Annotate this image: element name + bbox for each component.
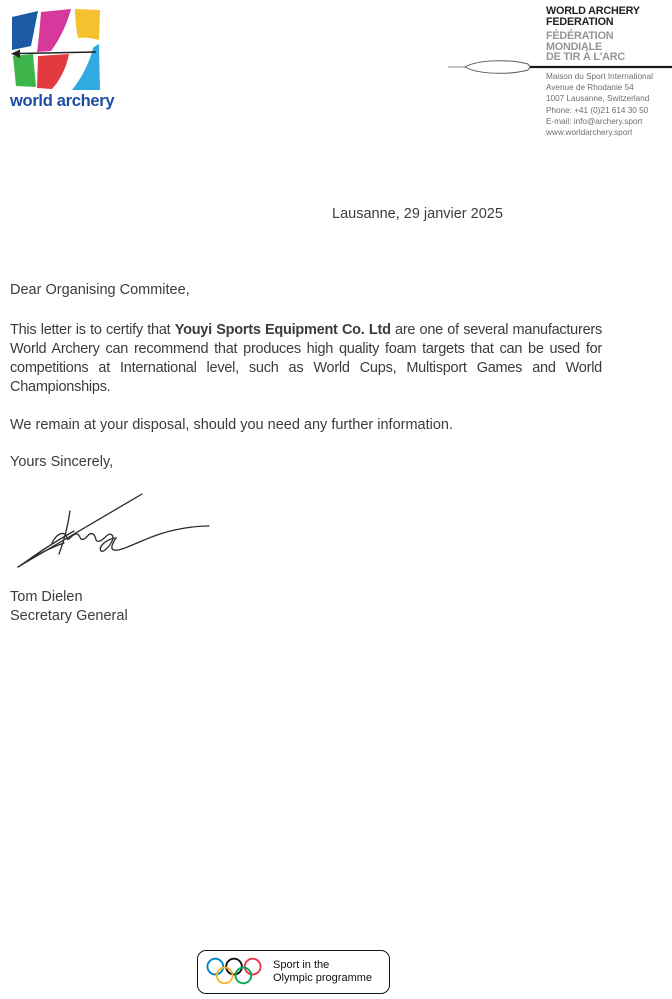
dateline: Lausanne, 29 janvier 2025 xyxy=(332,206,503,222)
org-name-fr-line1: FÉDÉRATION xyxy=(546,30,614,42)
valediction: Yours Sincerely, xyxy=(10,454,114,470)
address-line: 1007 Lausanne, Switzerland xyxy=(546,94,650,104)
address-line-website: www.worldarchery.sport xyxy=(546,128,633,138)
badge-text-line1: Sport in the xyxy=(273,958,330,971)
olympic-programme-badge xyxy=(197,950,390,994)
salutation: Dear Organising Commitee, xyxy=(10,282,190,298)
address-line: Avenue de Rhodanie 54 xyxy=(546,83,634,93)
org-title-block xyxy=(546,6,672,63)
closing-line: We remain at your disposal, should you need any further information. xyxy=(10,417,454,433)
signature-icon xyxy=(12,478,217,570)
body-text-prefix: This letter is to certify that xyxy=(10,322,175,338)
world-archery-logo-icon xyxy=(10,8,102,92)
org-name-fr-line2: MONDIALE xyxy=(546,40,602,53)
address-line: Phone: +41 (0)21 614 30 50 xyxy=(546,105,649,115)
address-block xyxy=(546,71,672,138)
signer-name: Tom Dielen xyxy=(10,589,83,605)
letter-body-paragraph xyxy=(10,321,602,397)
badge-text xyxy=(273,959,372,986)
badge-text-line2: Olympic programme xyxy=(273,972,373,984)
signer-block xyxy=(10,588,128,626)
body-text-suffix: are one of several manufacturers World Archery can recommend that produces high quality foam targets that can be used for competitions at International level, such as World Cups, Multisport Games and World Championships. xyxy=(10,322,602,395)
org-name-en-line2: FEDERATION xyxy=(546,16,614,28)
org-name-fr-line3: DE TIR À L'ARC xyxy=(546,51,625,63)
olympic-rings-icon xyxy=(206,957,263,987)
signer-title: Secretary General xyxy=(10,608,128,624)
brand-wordmark: world archery xyxy=(10,92,115,110)
org-name-en-line1: WORLD ARCHERY xyxy=(546,5,640,17)
manufacturer-name: Youyi Sports Equipment Co. Ltd xyxy=(174,322,391,338)
address-line-email: E-mail: info@archery.sport xyxy=(546,116,643,126)
address-line: Maison du Sport International xyxy=(546,72,653,81)
